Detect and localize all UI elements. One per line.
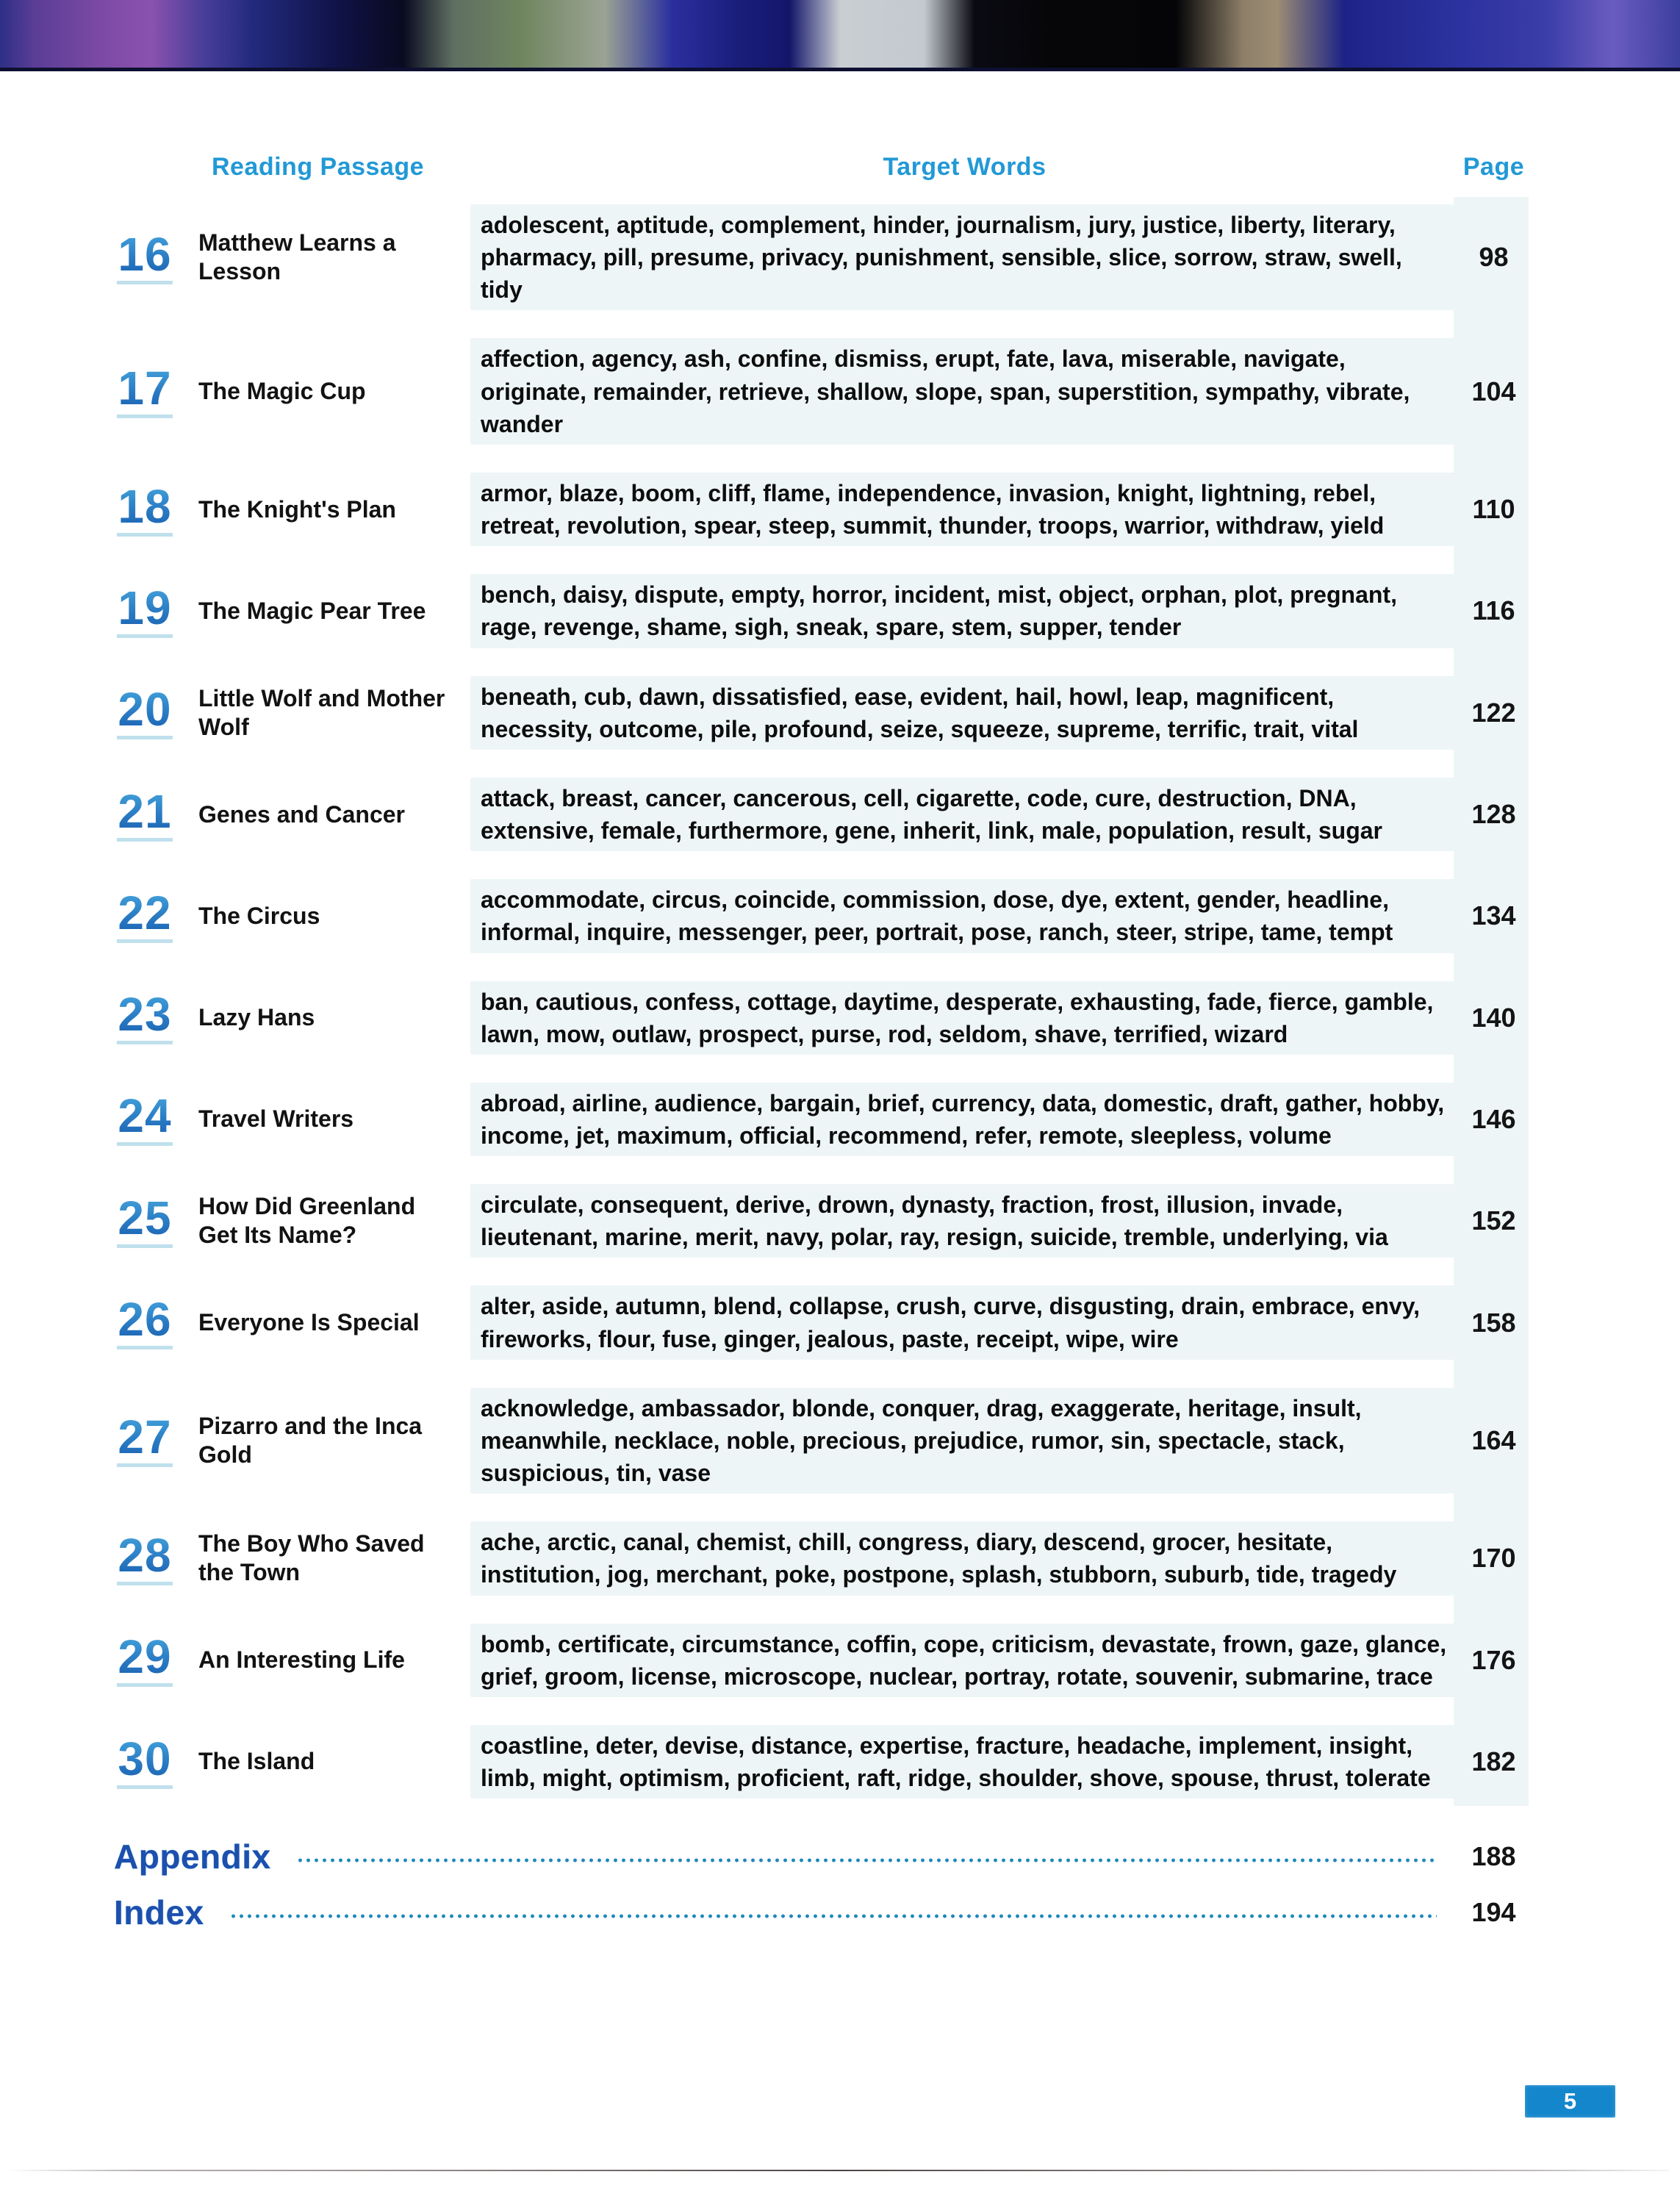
lesson-number: 23 xyxy=(118,988,172,1041)
table-row xyxy=(114,879,1529,953)
reading-passage-header: Reading Passage xyxy=(211,152,425,181)
header-photo-strip xyxy=(0,0,1680,71)
lesson-number-wrap xyxy=(114,1630,176,1687)
table-row xyxy=(114,1083,1529,1156)
target-words-header: Target Words xyxy=(883,152,1047,181)
lesson-number-cell xyxy=(114,886,198,943)
reading-passage-title: The Knight's Plan xyxy=(198,495,396,523)
lesson-number-underline xyxy=(117,415,173,418)
page-number: 158 xyxy=(1471,1307,1516,1338)
target-words: beneath, cub, dawn, dissatisfied, ease, evident, hail, howl, leap, magnificent, necessity, outcome, pile, profound, seize, squeeze, supreme, terrific, trait, vital xyxy=(470,676,1459,750)
column-headers xyxy=(114,150,1529,184)
reading-passage-title: The Magic Pear Tree xyxy=(198,597,426,624)
lesson-number: 21 xyxy=(118,784,172,838)
lesson-number-cell xyxy=(114,479,198,537)
lesson-number-wrap xyxy=(114,1293,176,1349)
lesson-number-underline xyxy=(117,1244,173,1248)
appendix-label: Appendix xyxy=(114,1838,271,1876)
lesson-number-cell xyxy=(114,1630,198,1687)
lesson-number-cell xyxy=(114,784,198,842)
page-number: 122 xyxy=(1471,697,1516,728)
appendix-page-number: 188 xyxy=(1471,1841,1516,1872)
lesson-number: 18 xyxy=(118,479,172,533)
lesson-number: 27 xyxy=(118,1410,172,1464)
target-words: coastline, deter, devise, distance, expertise, fracture, headache, implement, insight, limb, might, optimism, proficient, raft, ridge, shoulder, shove, spouse, thrust, tolerate xyxy=(470,1725,1459,1799)
page-number-badge: 5 xyxy=(1525,2085,1615,2118)
page-number: 152 xyxy=(1471,1205,1516,1236)
reading-passage-title: Pizarro and the Inca Gold xyxy=(198,1412,423,1468)
lesson-number-cell xyxy=(114,1528,198,1585)
table-row xyxy=(114,981,1529,1055)
lesson-number-wrap xyxy=(114,227,176,284)
target-words: affection, agency, ash, confine, dismiss, erupt, fate, lava, miserable, navigate, originate, remainder, retrieve, shallow, slope, span, superstition, sympathy, vibrate, wander xyxy=(470,338,1459,444)
lesson-number-underline xyxy=(117,1142,173,1146)
lesson-number: 26 xyxy=(118,1293,172,1347)
target-words: acknowledge, ambassador, blonde, conquer, drag, exaggerate, heritage, insult, meanwhile, necklace, noble, precious, prejudice, rumor, sin, spectacle, stack, suspicious, tin, vase xyxy=(470,1388,1459,1494)
lesson-number-cell xyxy=(114,1089,198,1146)
lesson-number-wrap xyxy=(114,362,176,418)
page-number: 170 xyxy=(1471,1543,1516,1574)
lesson-number-underline xyxy=(117,281,173,284)
lesson-number-underline xyxy=(117,634,173,638)
toc-rows xyxy=(114,204,1529,1799)
lesson-number-underline xyxy=(117,838,173,842)
target-words: bench, daisy, dispute, empty, horror, incident, mist, object, orphan, plot, pregnant, rage, revenge, shame, sigh, sneak, spare, stem, supper, tender xyxy=(470,574,1459,648)
bottom-rule xyxy=(6,2170,1670,2171)
reading-passage-title: The Island xyxy=(198,1748,315,1775)
lesson-number-underline xyxy=(117,736,173,739)
table-of-contents xyxy=(114,68,1529,1934)
table-row xyxy=(114,1624,1529,1697)
table-row xyxy=(114,1286,1529,1359)
table-row xyxy=(114,338,1529,444)
lesson-number: 22 xyxy=(118,886,172,939)
dotted-leader xyxy=(296,1857,1437,1863)
lesson-number-cell xyxy=(114,227,198,284)
target-words: accommodate, circus, coincide, commission, dose, dye, extent, gender, headline, informal, inquire, messenger, peer, portrait, pose, ranch, steer, stripe, tame, tempt xyxy=(470,879,1459,953)
lesson-number-underline xyxy=(117,1785,173,1789)
reading-passage-title: Little Wolf and Mother Wolf xyxy=(198,684,445,740)
lesson-number-underline xyxy=(117,939,173,943)
table-row xyxy=(114,1184,1529,1258)
target-words: attack, breast, cancer, cancerous, cell, cigarette, code, cure, destruction, DNA, extensive, female, furthermore, gene, inherit, link, male, population, result, sugar xyxy=(470,778,1459,851)
table-row xyxy=(114,1725,1529,1799)
appendix-row xyxy=(114,1835,1529,1878)
lesson-number-cell xyxy=(114,581,198,638)
lesson-number: 28 xyxy=(118,1528,172,1582)
target-words: bomb, certificate, circumstance, coffin, cope, criticism, devastate, frown, gaze, glance, grief, groom, license, microscope, nuclear, portray, rotate, souvenir, submarine, trace xyxy=(470,1624,1459,1697)
lesson-number-wrap xyxy=(114,886,176,943)
page-number: 182 xyxy=(1471,1746,1516,1776)
reading-passage-title: The Magic Cup xyxy=(198,378,366,405)
page-number: 110 xyxy=(1472,494,1515,525)
lesson-number: 25 xyxy=(118,1191,172,1244)
table-row xyxy=(114,574,1529,648)
footer-links xyxy=(114,1835,1529,1934)
page-number: 128 xyxy=(1471,799,1516,830)
reading-passage-title: Everyone Is Special xyxy=(198,1309,420,1336)
target-words: ban, cautious, confess, cottage, daytime, desperate, exhausting, fade, fierce, gamble, lawn, mow, outlaw, prospect, purse, rod, seldom, shave, terrified, wizard xyxy=(470,981,1459,1055)
target-words: ache, arctic, canal, chemist, chill, congress, diary, descend, grocer, hesitate, institution, jog, merchant, poke, postpone, splash, stubborn, suburb, tide, tragedy xyxy=(470,1521,1459,1595)
lesson-number-wrap xyxy=(114,1528,176,1585)
lesson-number: 16 xyxy=(118,227,172,281)
page-number: 164 xyxy=(1471,1424,1516,1455)
lesson-number-wrap xyxy=(114,1089,176,1146)
table-row xyxy=(114,204,1529,310)
lesson-number: 29 xyxy=(118,1630,172,1684)
lesson-number-cell xyxy=(114,1732,198,1789)
lesson-number-cell xyxy=(114,1293,198,1349)
lesson-number-wrap xyxy=(114,1732,176,1789)
page-number: 146 xyxy=(1471,1103,1516,1134)
page-number: 134 xyxy=(1471,900,1516,931)
page-number: 116 xyxy=(1472,595,1515,626)
lesson-number-cell xyxy=(114,988,198,1044)
lesson-number-underline xyxy=(117,1582,173,1585)
reading-passage-title: The Boy Who Saved the Town xyxy=(198,1530,425,1586)
lesson-number-underline xyxy=(117,1683,173,1687)
target-words: abroad, airline, audience, bargain, brief, currency, data, domestic, draft, gather, hobby, income, jet, maximum, official, recommend, refer, remote, sleepless, volume xyxy=(470,1083,1459,1156)
lesson-number-cell xyxy=(114,1191,198,1248)
lesson-number: 19 xyxy=(118,581,172,634)
page-number: 176 xyxy=(1471,1644,1516,1675)
index-row xyxy=(114,1891,1529,1934)
target-words: circulate, consequent, derive, drown, dynasty, fraction, frost, illusion, invade, lieutenant, marine, merit, navy, polar, ray, resign, suicide, tremble, underlying, via xyxy=(470,1184,1459,1258)
lesson-number-cell xyxy=(114,362,198,418)
lesson-number-wrap xyxy=(114,784,176,842)
lesson-number-underline xyxy=(117,533,173,537)
target-words: adolescent, aptitude, complement, hinder, journalism, jury, justice, liberty, literary, pharmacy, pill, presume, privacy, punishment, sensible, slice, sorrow, straw, swell, tidy xyxy=(470,204,1459,310)
dotted-leader xyxy=(229,1913,1437,1919)
index-page-number: 194 xyxy=(1471,1897,1516,1928)
reading-passage-title: Travel Writers xyxy=(198,1105,354,1133)
table-row xyxy=(114,1521,1529,1595)
lesson-number-underline xyxy=(117,1346,173,1349)
lesson-number-wrap xyxy=(114,683,176,739)
page-number: 140 xyxy=(1471,1002,1516,1033)
reading-passage-title: Matthew Learns a Lesson xyxy=(198,229,396,285)
lesson-number-wrap xyxy=(114,581,176,638)
table-row xyxy=(114,778,1529,851)
lesson-number: 30 xyxy=(118,1732,172,1785)
lesson-number-cell xyxy=(114,683,198,739)
lesson-number: 24 xyxy=(118,1089,172,1143)
page-number: 104 xyxy=(1471,376,1516,406)
table-row xyxy=(114,676,1529,750)
table-row xyxy=(114,473,1529,546)
page-number: 98 xyxy=(1479,242,1509,273)
reading-passage-title: Genes and Cancer xyxy=(198,800,405,828)
target-words: alter, aside, autumn, blend, collapse, crush, curve, disgusting, drain, embrace, envy, fireworks, flour, fuse, ginger, jealous, paste, receipt, wipe, wire xyxy=(470,1286,1459,1359)
reading-passage-title: Lazy Hans xyxy=(198,1004,315,1031)
lesson-number-wrap xyxy=(114,988,176,1044)
lesson-number-wrap xyxy=(114,1410,176,1467)
index-label: Index xyxy=(114,1893,204,1932)
lesson-number-wrap xyxy=(114,479,176,537)
target-words: armor, blaze, boom, cliff, flame, independence, invasion, knight, lightning, rebel, retreat, revolution, spear, steep, summit, thunder, troops, warrior, withdraw, yield xyxy=(470,473,1459,546)
reading-passage-title: How Did Greenland Get Its Name? xyxy=(198,1193,416,1249)
reading-passage-title: An Interesting Life xyxy=(198,1646,405,1674)
lesson-number-cell xyxy=(114,1410,198,1467)
lesson-number-wrap xyxy=(114,1191,176,1248)
lesson-number-underline xyxy=(117,1041,173,1044)
reading-passage-title: The Circus xyxy=(198,902,320,929)
page-header: Page xyxy=(1462,152,1525,181)
table-row xyxy=(114,1388,1529,1494)
lesson-number-underline xyxy=(117,1463,173,1467)
lesson-number: 17 xyxy=(118,362,172,415)
lesson-number: 20 xyxy=(118,683,172,736)
